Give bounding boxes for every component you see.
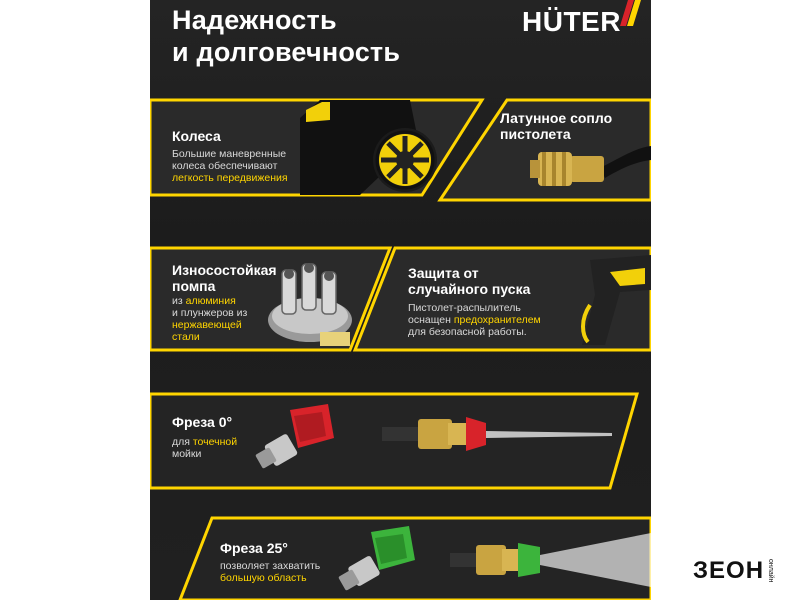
- brass-nozzle-image: [530, 138, 651, 198]
- tip0-text-line-1: [172, 436, 237, 448]
- wheels-highlight: легкость передвижения: [172, 172, 288, 184]
- spray-gun-image: [550, 250, 651, 350]
- wheels-text: [172, 148, 288, 184]
- safety-heading-line-2: случайного пуска: [408, 281, 531, 297]
- brand-logo: HÜTER: [522, 6, 621, 37]
- pump-text-line-4: стали: [172, 331, 200, 343]
- safety-text-line-3: для безопасной работы.: [408, 326, 527, 338]
- tip0-heading: Фреза 0°: [172, 414, 233, 430]
- pump-text-line-1: [172, 295, 247, 307]
- safety-text-line-1: Пистолет-распылитель: [408, 302, 521, 314]
- wheels-text-line-2: колеса обеспечивают: [172, 160, 278, 172]
- tip0-text-line-2: мойки: [172, 448, 202, 460]
- tip25-text-line-2: большую область: [220, 572, 307, 584]
- pump-heading-line-1: Износостойкая: [172, 262, 277, 278]
- title-line-2: и долговечность: [172, 37, 401, 67]
- safety-text-line-2: [408, 314, 541, 326]
- watermark: [693, 557, 783, 587]
- green-nozzle-image: [335, 522, 425, 600]
- safety-line2-highlight: предохранителем: [453, 314, 541, 326]
- promo-banner: [150, 0, 651, 600]
- wheel-image: [300, 100, 440, 200]
- wheels-heading: Колеса: [172, 128, 221, 144]
- red-nozzle-image: [250, 398, 340, 478]
- red-nozzle-spray-image: [382, 405, 622, 465]
- nozzle-heading-line-2: пистолета: [500, 126, 571, 142]
- title-line-1: Надежность: [172, 5, 337, 35]
- watermark-small-text: онлайн: [767, 559, 774, 583]
- nozzle-heading-line-1: Латунное сопло: [500, 110, 613, 126]
- pump-text-line-3: нержавеющей: [172, 319, 242, 331]
- tip25-text-line-1: позволяет захватить: [220, 560, 321, 572]
- pump-image: [260, 250, 360, 350]
- tip0-text: [172, 436, 237, 460]
- safety-heading-line-1: Защита от: [408, 265, 479, 281]
- pump-text-line-2: и плунжеров из: [172, 307, 248, 319]
- safety-text: [408, 302, 541, 338]
- pump-text: [172, 295, 247, 343]
- green-nozzle-spray-image: [450, 525, 651, 595]
- pump-heading-line-2: помпа: [172, 278, 216, 294]
- safety-line2-prefix: оснащен: [408, 314, 454, 326]
- tip0-line1-highlight: точечной: [192, 436, 238, 448]
- wheels-text-line-1: Большие маневренные: [172, 148, 287, 160]
- pump-line1-highlight: алюминия: [185, 295, 236, 307]
- tip25-heading: Фреза 25°: [220, 540, 288, 556]
- watermark-text: ЗЕОН: [693, 557, 765, 584]
- tip0-line1-prefix: для: [172, 436, 193, 448]
- tip25-text: [220, 560, 320, 584]
- pump-line1-prefix: из: [172, 295, 186, 307]
- safety-heading: [408, 265, 530, 297]
